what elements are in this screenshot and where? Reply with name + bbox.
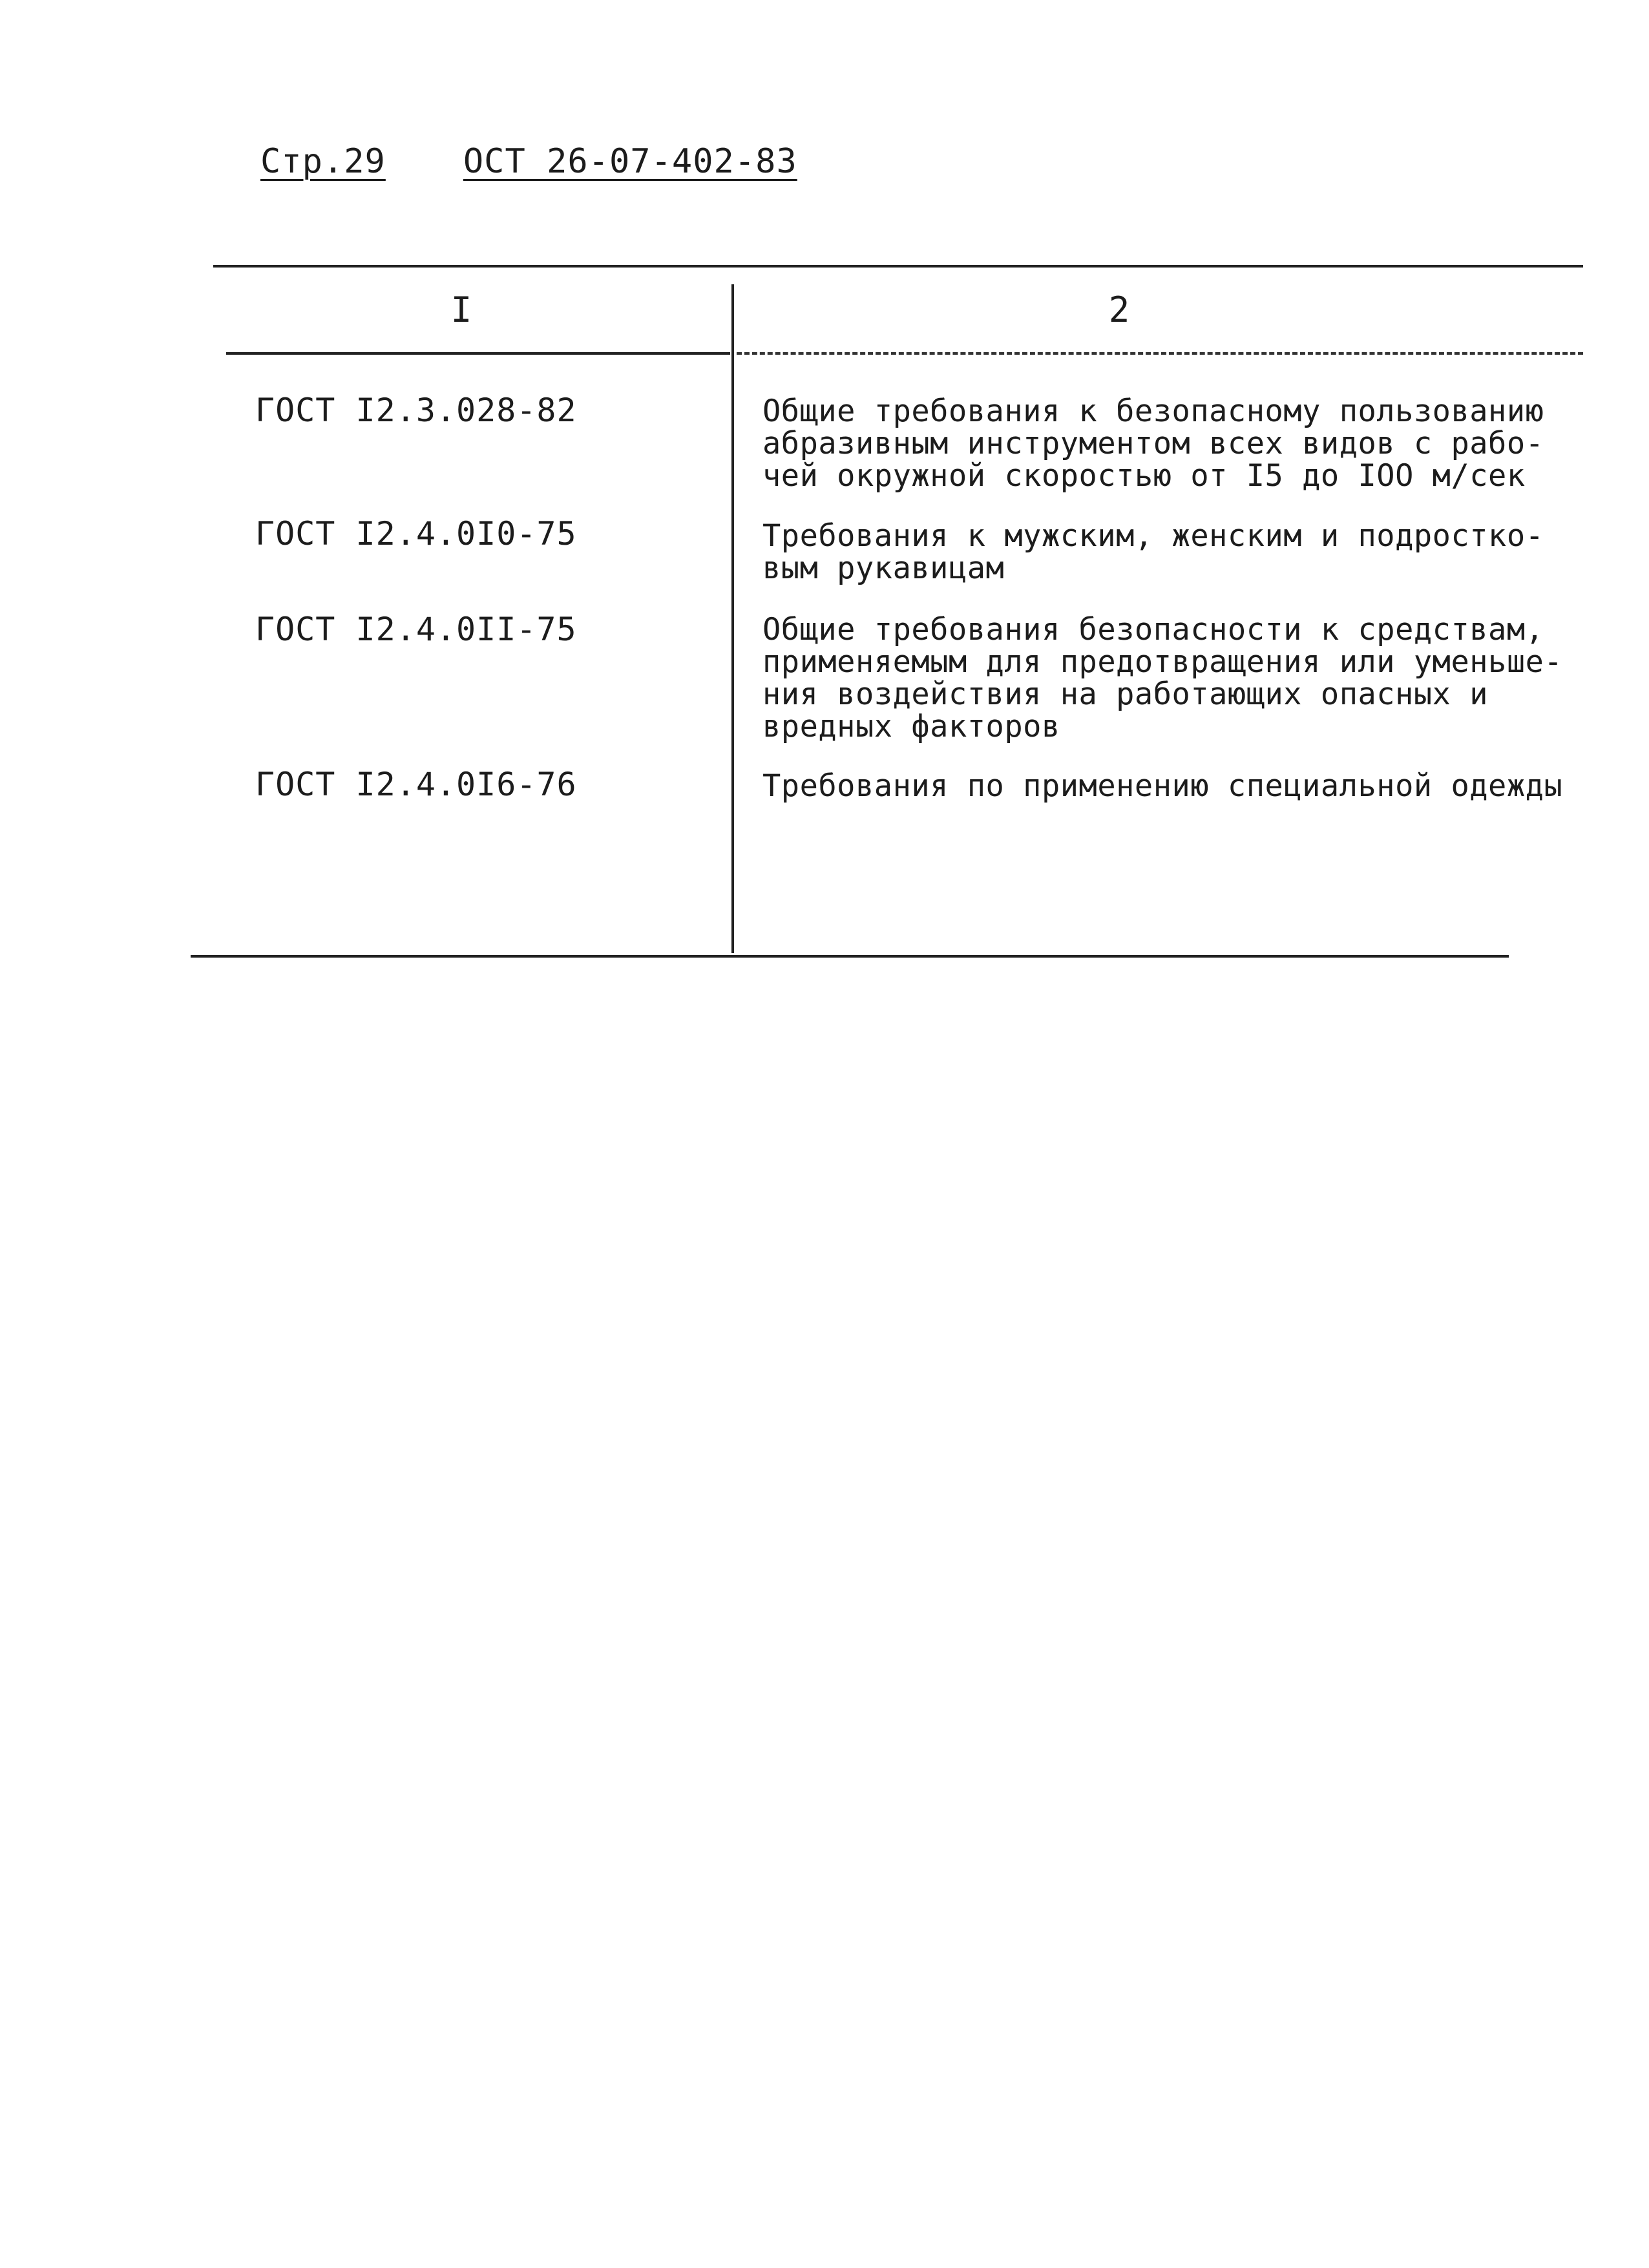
document-code: ОСТ 26-07-402-83 (463, 142, 797, 181)
description-line: Общие требования к безопасному пользованию (762, 394, 1544, 429)
column-header-2: 2 (1108, 289, 1130, 330)
description-line: применяемым для предотвращения или уменьше- (762, 644, 1563, 680)
description-line: Общие требования безопасности к средствам, (762, 612, 1544, 647)
standard-description (762, 614, 1602, 743)
description-line: Требования к мужским, женским и подростко- (762, 518, 1544, 554)
page-number: Стр.29 (260, 142, 386, 181)
description-line: чей окружной скоростью от I5 до IOO м/сек (762, 458, 1526, 494)
description-line: Требования по применению специальной одежды (762, 768, 1563, 804)
header-left-rule (226, 352, 730, 355)
standard-code: ГОСТ I2.3.028-82 (255, 392, 577, 429)
standard-description (762, 770, 1602, 803)
column-header-1: I (450, 289, 472, 330)
column-divider (731, 284, 734, 953)
standard-code: ГОСТ I2.4.0I0-75 (255, 515, 577, 552)
description-line: вым рукавицам (762, 551, 1005, 586)
standard-code: ГОСТ I2.4.0II-75 (255, 611, 577, 648)
table-top-rule (213, 265, 1583, 268)
page-header (260, 142, 797, 181)
description-line: вредных факторов (762, 709, 1060, 744)
description-line: ния воздействия на работающих опасных и (762, 677, 1489, 712)
table-bottom-rule (191, 955, 1509, 958)
header-right-rule (737, 352, 1583, 355)
description-line: абразивным инструментом всех видов с рабо- (762, 426, 1544, 461)
standard-description (762, 395, 1602, 492)
standard-description (762, 520, 1602, 585)
standard-code: ГОСТ I2.4.0I6-76 (255, 766, 577, 803)
